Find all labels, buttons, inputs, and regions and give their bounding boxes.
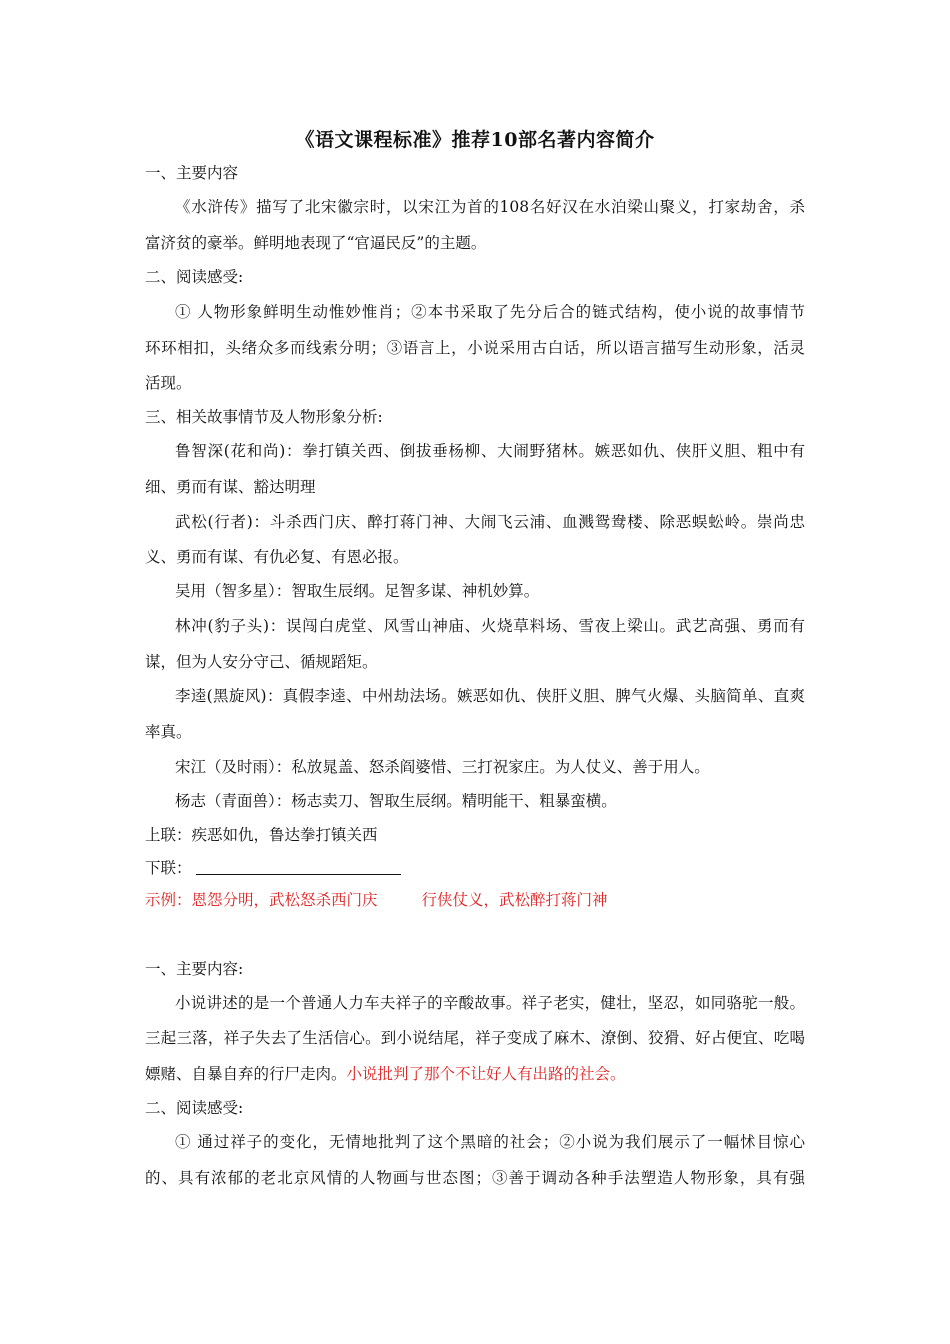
paragraph-line: 小说讲述的是一个普通人力车夫祥子的辛酸故事。祥子老实，健壮，坚忍，如同骆驼一般。 — [175, 994, 805, 1012]
character-entry: 率真。 — [145, 723, 192, 741]
character-entry: 吴用（智多星）：智取生辰纲。足智多谋、神机妙算。 — [175, 582, 540, 600]
paragraph-line: ① 人物形象鲜明生动惟妙惟肖；②本书采取了先分后合的链式结构，使小说的故事情节 — [175, 303, 805, 321]
example-part-two: 行侠仗义，武松醉打蒋门神 — [421, 891, 608, 909]
character-entry: 鲁智深(花和尚)：拳打镇关西、倒拔垂杨柳、大闹野猪林。嫉恶如仇、侠肝义胆、粗中有 — [175, 442, 805, 460]
highlighted-sentence: 小说批判了那个不让好人有出路的社会。 — [346, 1065, 626, 1083]
character-entry: 谋，但为人安分守己、循规蹈矩。 — [145, 653, 378, 671]
heading-main-content-2: 一、主要内容: — [145, 960, 244, 978]
paragraph-text: 嫖赌、自暴自弃的行尸走肉。 — [145, 1065, 347, 1083]
character-entry: 杨志（青面兽）：杨志卖刀、智取生辰纲。精明能干、粗暴蛮横。 — [175, 792, 617, 810]
paragraph-line: 富济贫的豪举。鲜明地表现了“官逼民反”的主题。 — [145, 234, 487, 252]
paragraph-line: ① 通过祥子的变化，无情地批判了这个黑暗的社会；②小说为我们展示了一幅怵目惊心 — [175, 1133, 805, 1151]
character-entry: 义、勇而有谋、有仇必复、有恩必报。 — [145, 548, 409, 566]
character-entry: 林冲(豹子头)：误闯白虎堂、风雪山神庙、火烧草料场、雪夜上梁山。武艺高强、勇而有 — [175, 617, 805, 635]
character-entry: 宋江（及时雨）：私放晁盖、怒杀阎婆惜、三打祝家庄。为人仗义、善于用人。 — [175, 758, 710, 776]
document-title: 《语文课程标准》推荐10部名著内容简介 — [295, 129, 655, 151]
heading-main-content: 一、主要内容 — [145, 164, 239, 182]
paragraph-line: 三起三落，祥子失去了生活信心。到小说结尾，祥子变成了麻木、潦倒、狡猾、好占便宜、吃喝 — [145, 1029, 805, 1047]
couplet-second-label: 下联： — [145, 859, 192, 877]
couplet-second-line — [145, 858, 401, 878]
couplet-first-line: 上联：疾恶如仇，鲁达拳打镇关西 — [145, 826, 378, 844]
character-entry: 武松(行者)：斗杀西门庆、醉打蒋门神、大闹飞云浦、血溅鸳鸯楼、除恶蜈蚣岭。崇尚忠 — [175, 513, 805, 531]
character-entry: 细、勇而有谋、豁达明理 — [145, 478, 316, 496]
character-entry: 李逵(黑旋风)：真假李逵、中州劫法场。嫉恶如仇、侠肝义胆、脾气火爆、头脑简单、直爽 — [175, 687, 805, 705]
paragraph-line — [145, 1064, 626, 1084]
paragraph-line: 活现。 — [145, 374, 192, 392]
paragraph-line: 环环相扣，头绪众多而线索分明；③语言上，小说采用古白话，所以语言描写生动形象，活灵 — [145, 339, 805, 357]
example-part-one: 示例：恩怨分明，武松怒杀西门庆 — [145, 891, 378, 909]
paragraph-line: 《水浒传》描写了北宋徽宗时，以宋江为首的108名好汉在水泊梁山聚义，打家劫舍，杀 — [175, 198, 805, 216]
answer-blank — [196, 858, 401, 875]
couplet-example — [145, 890, 608, 910]
heading-reading-feel-2: 二、阅读感受: — [145, 1099, 244, 1117]
heading-reading-feel: 二、阅读感受: — [145, 268, 244, 286]
paragraph-line: 的、具有浓郁的老北京风情的人物画与世态图；③善于调动各种手法塑造人物形象，具有强 — [145, 1169, 805, 1187]
heading-character-analysis: 三、相关故事情节及人物形象分析: — [145, 408, 383, 426]
